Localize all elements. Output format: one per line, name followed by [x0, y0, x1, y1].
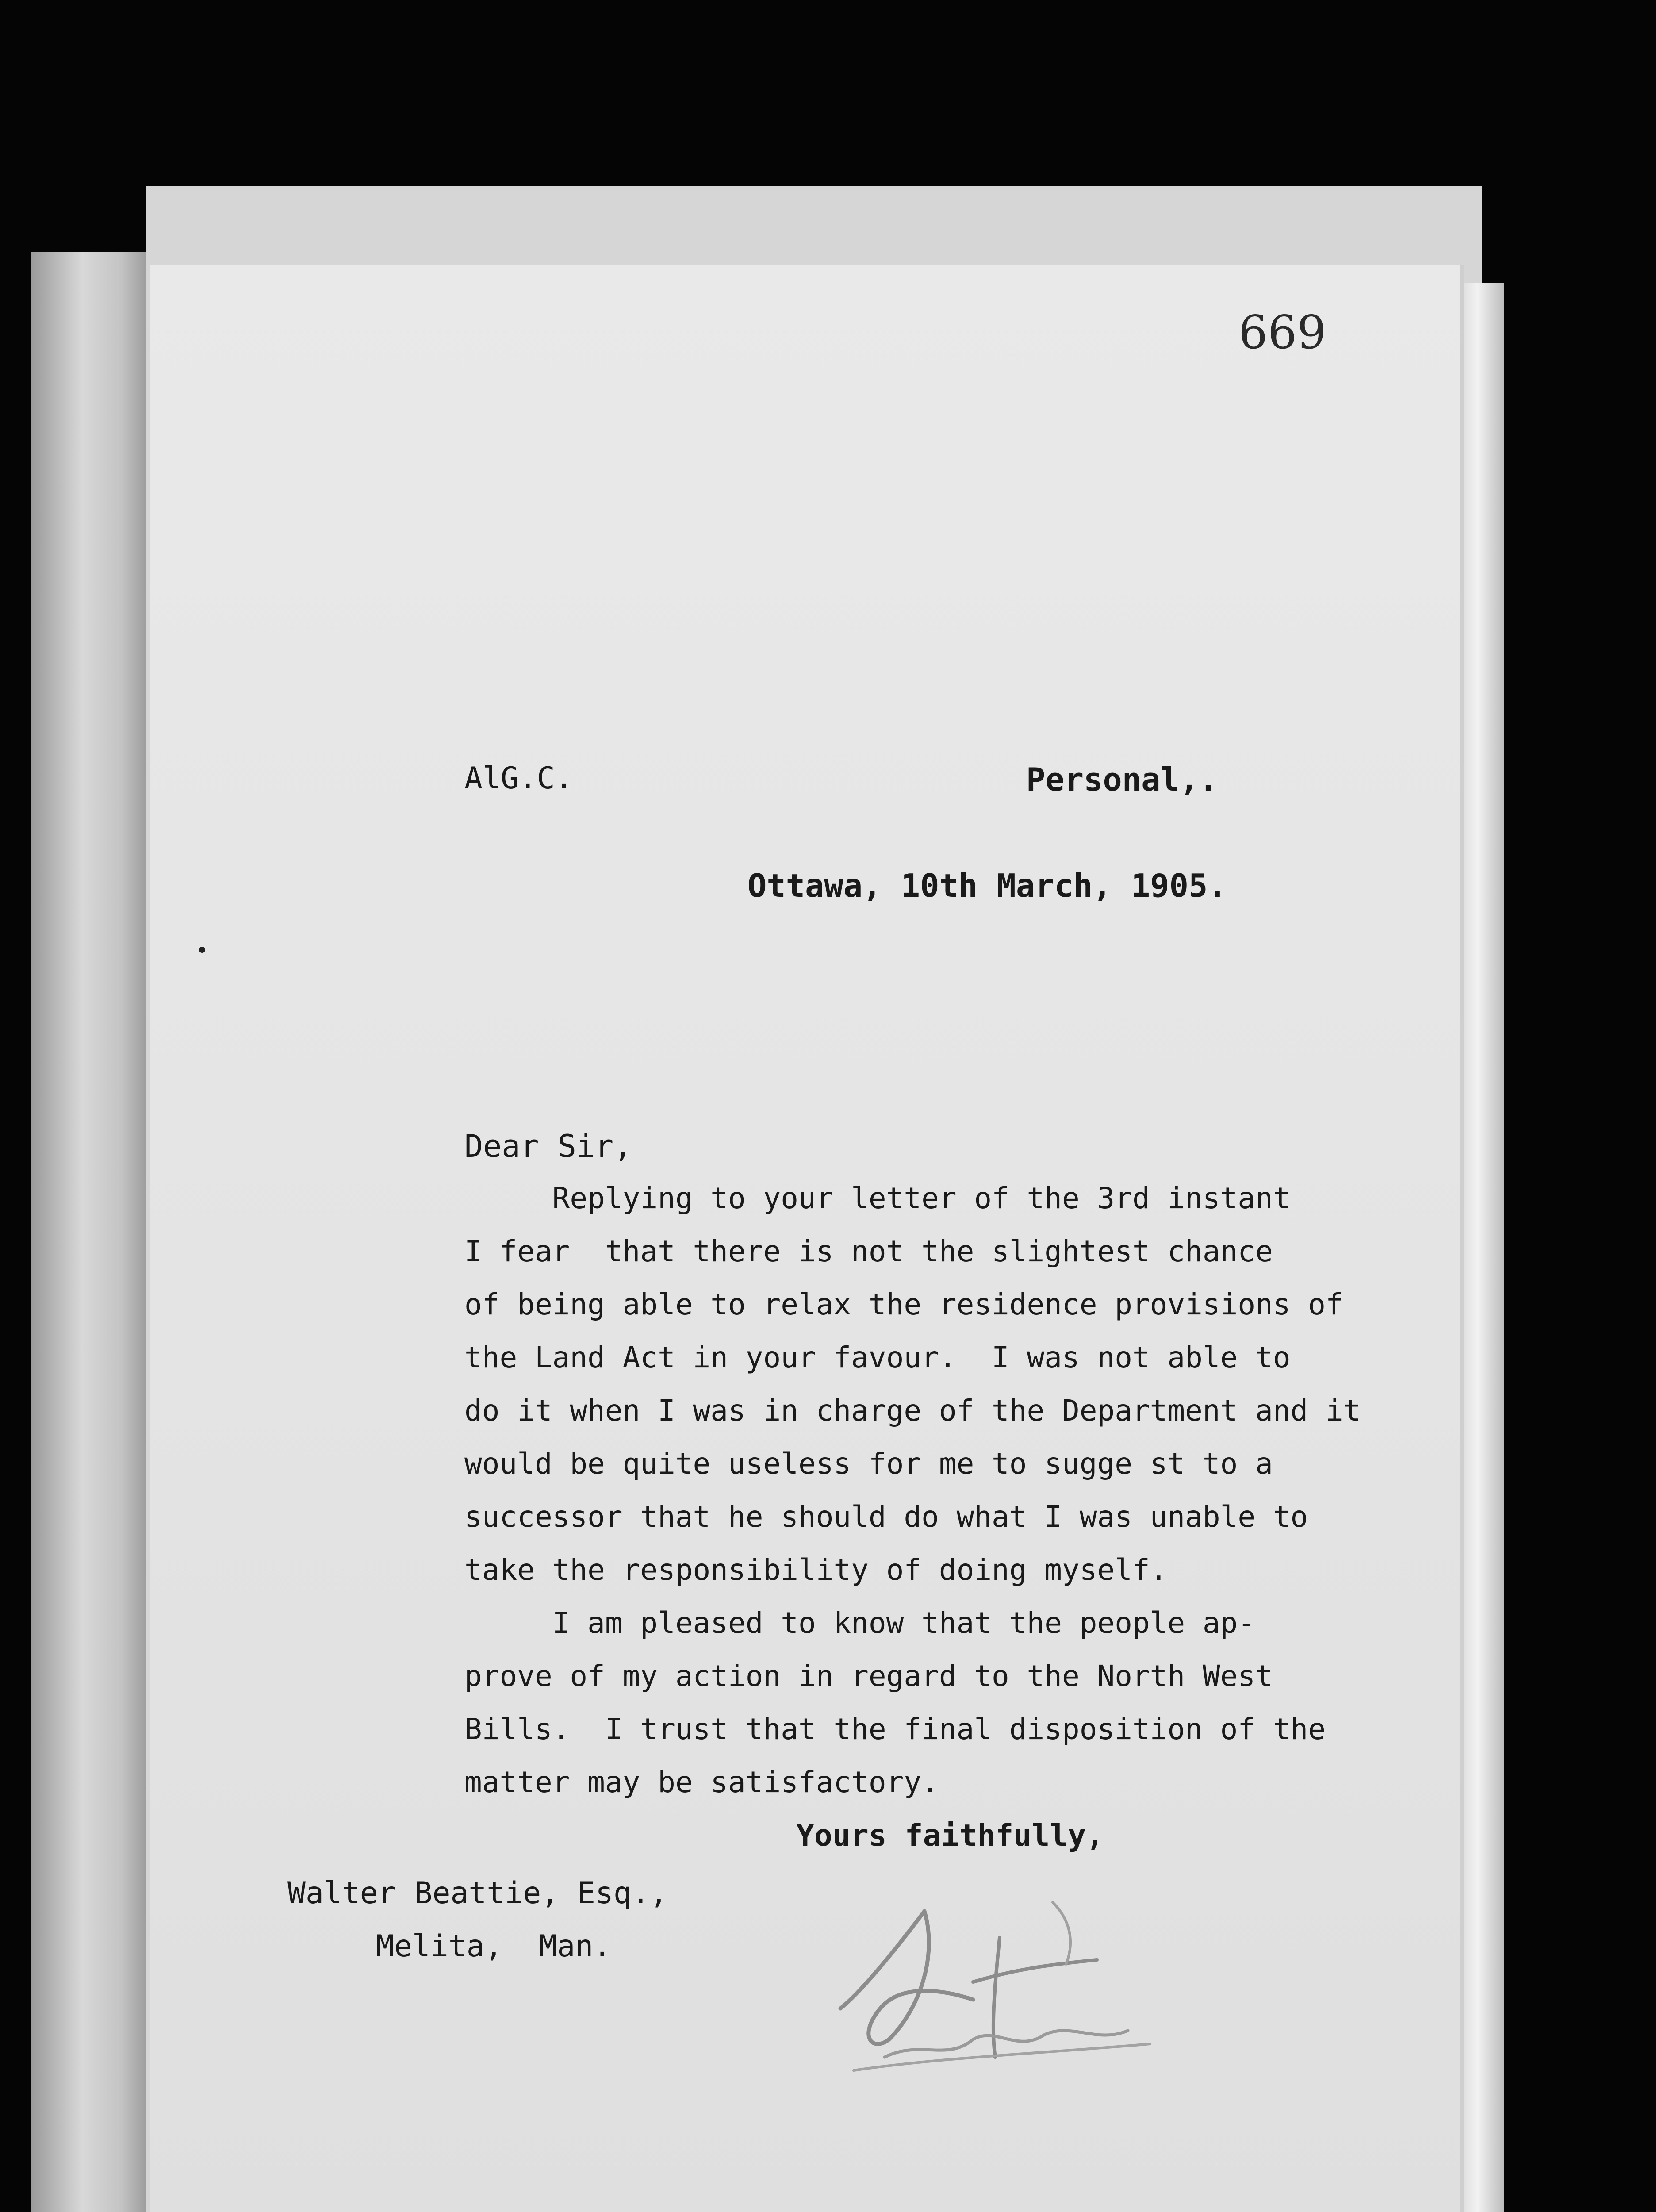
letter-body-line: I am pleased to know that the people ap- [464, 1606, 1256, 1640]
letter-body-line: the Land Act in your favour. I was not able to [464, 1340, 1291, 1375]
letter-body-line: of being able to relax the residence provisions of [464, 1287, 1343, 1321]
addressee-place: Melita, Man. [376, 1929, 612, 1964]
closing: Yours faithfully, [796, 1818, 1104, 1853]
letter-body-line: do it when I was in charge of the Department and it [464, 1394, 1361, 1428]
classification-label: Personal,. [1026, 761, 1218, 798]
dateline: Ottawa, 10th March, 1905. [748, 867, 1227, 904]
letter-body-line: Replying to your letter of the 3rd instant [464, 1181, 1291, 1215]
film-edge-strip [31, 252, 159, 2212]
addressee-name: Walter Beattie, Esq., [288, 1876, 668, 1911]
letter-body-line: Bills. I trust that the final disposition of the [464, 1712, 1326, 1746]
reference-code: AlG.C. [464, 761, 573, 796]
page-number: 669 [1238, 305, 1326, 359]
letter-body-line: matter may be satisfactory. [464, 1765, 939, 1799]
letter-body-line: I fear that there is not the slightest chance [464, 1234, 1273, 1268]
letter-body-line: successor that he should do what I was unable to [464, 1500, 1308, 1534]
handwritten-signature [787, 1849, 1185, 2079]
letter-body-line: prove of my action in regard to the North West [464, 1659, 1273, 1693]
film-speck [199, 947, 205, 953]
salutation: Dear Sir, [464, 1128, 632, 1164]
letter-body-line: take the responsibility of doing myself. [464, 1553, 1168, 1587]
letter-body-line: would be quite useless for me to sugge st to a [464, 1447, 1273, 1481]
